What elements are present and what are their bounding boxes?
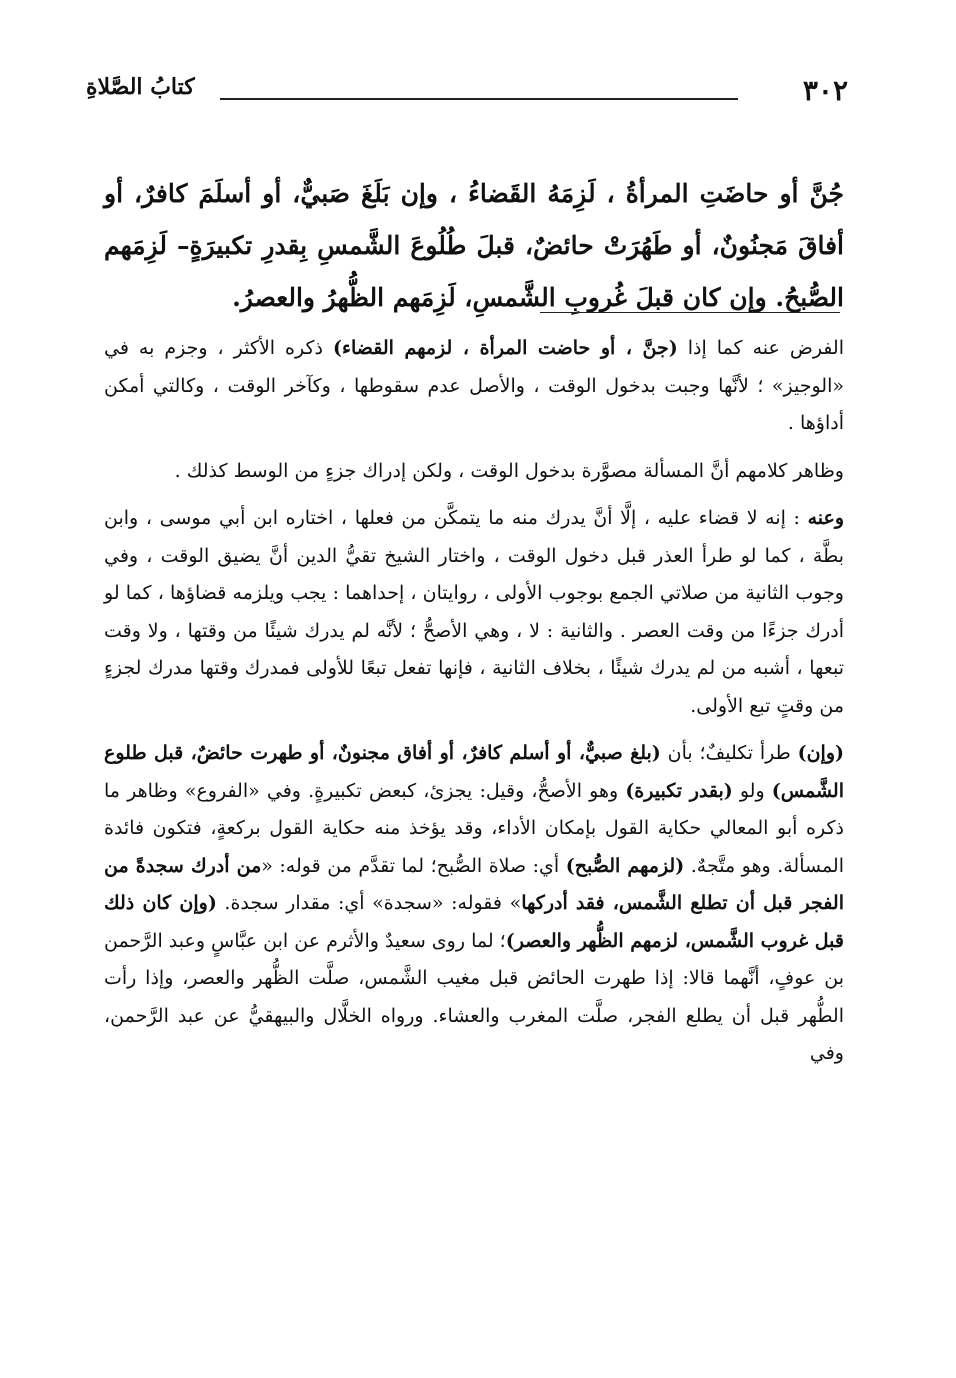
text-run: وهو الأصحُّ، وقيل: يجزئ، كبعض تكبيرةٍ. وفي «الفروع» وظاهر ما ذكره أبو المعالي حكاية القول بإمكان الأداء، وقد يؤخذ منه حكاية القول بركعةٍ، فتكون فائدة المسألة. وهو متَّجهٌ. [104,779,844,877]
commentary [104,330,844,1083]
quoted-matn: (جنَّ ، أو حاضت المرأة ، لزمهم القضاء) [333,337,678,359]
matn-separator-rule [540,312,840,313]
text-run: وظاهر كلامهم أنَّ المسألة مصوَّرة بدخول الوقت ، ولكن إدراك جزءٍ من الوسط كذلك . [174,459,844,482]
commentary-paragraph-1 [104,330,844,443]
hadith-quote: من أدرك سجدةً من الفجر قبل أن تطلع الشَّمس، فقد أدركها [104,854,844,914]
text-run: أي: صلاة الصُّبح؛ لما تقدَّم من قوله: « [261,854,566,877]
text-run: : إنه لا قضاء عليه ، إلَّا أنَّ يدرك منه ما يتمكَّن من فعلها ، اختاره ابن أبي موسى ، وابن بطَّة ، كما لو طرأ العذر قبل دخول الوقت ، واختار الشيخ تقيُّ الدين أنَّ يضيق الوقت ، وفي وجوب الثانية من صلاتي الجمع بوجوب الأولى ، روايتان ، إحداهما : يجب ويلزمه قضاؤها ، كما لو أدرك جزءًا من وقت العصر . والثانية : لا ، وهي الأصحُّ ؛ لأنَّه لم يدرك شيئًا من وقتها ، ولا وقت تبعها ، أشبه من لم يدرك شيئًا ، بخلاف الثانية ، فإنها تفعل تبعًا للأولى فمدرك وقتها مدرك لجزءٍ من وقتٍ تبع الأولى. [104,507,844,717]
quoted-matn: (وإن كان ذلك قبل غروب الشَّمس، لزمهم الظُّهر والعصر) [104,892,844,952]
header-rule [220,98,738,100]
book-title: كتابُ الصَّلاةِ [86,74,195,100]
quoted-matn: (وإن) [797,742,844,764]
commentary-paragraph-2 [104,453,844,491]
text-run: ذكره الأكثر ، وجزم به في «الوجيز» ؛ لأنَّها وجبت بدخول الوقت ، والأصل عدم سقوطها ، وكآخر الوقت ، وكالتي أمكن أداؤها . [104,337,844,434]
text-run: ولو [732,779,772,802]
quoted-matn: (بقدر تكبيرة) [625,779,733,802]
commentary-paragraph-3 [104,500,844,725]
page-header [86,74,848,114]
quoted-matn: وعنه [807,507,844,529]
text-run: ؛ لما روى سعيدٌ والأثرم عن ابن عبَّاسٍ وعبد الرَّحمن بن عوفٍ، أنَّهما قالا: إذا طهرت الحائض قبل مغيب الشَّمس، صلَّت الظُّهر والعصر، وإذا رأت الطُّهر قبل أن يطلع الفجر، صلَّت المغرب والعشاء. ورواه الخلَّال والبيهقيُّ عن عبد الرَّحمن، وفي [104,929,844,1064]
text-run: طرأ تكليفٌ؛ بأن [660,742,798,764]
quoted-matn: (بلغ صبيٌّ، أو أسلم كافرٌ، أو أفاق مجنونٌ، أو طهرت حائضٌ، قبل طلوع الشَّمس) [104,742,844,802]
commentary-paragraph-4 [104,735,844,1073]
page-number: ٣٠٢ [802,74,848,107]
quoted-matn: (لزمهم الصُّبح) [565,854,685,877]
text-run: الفرض عنه كما إذا [677,337,844,359]
text-run: » فقوله: «سجدة» أي: مقدار سجدة. [216,892,522,914]
matn-text: جُنَّ أو حاضَتِ المرأةُ ، لَزِمَهُ القَضاءُ ، وإن بَلَغَ صَبيٌّ، أو أسلَمَ كافرٌ، أو أفاقَ مَجنُونٌ، أو طَهُرَتْ حائضٌ، قبلَ طُلُوعَ الشَّمسِ بِقدرِ تكبيرَةٍ– لَزِمَهم الصُّبحُ. وإن كان قبلَ غُروبِ الشَّمسِ، لَزِمَهم الظُّهرُ والعصرُ. [104,179,844,312]
